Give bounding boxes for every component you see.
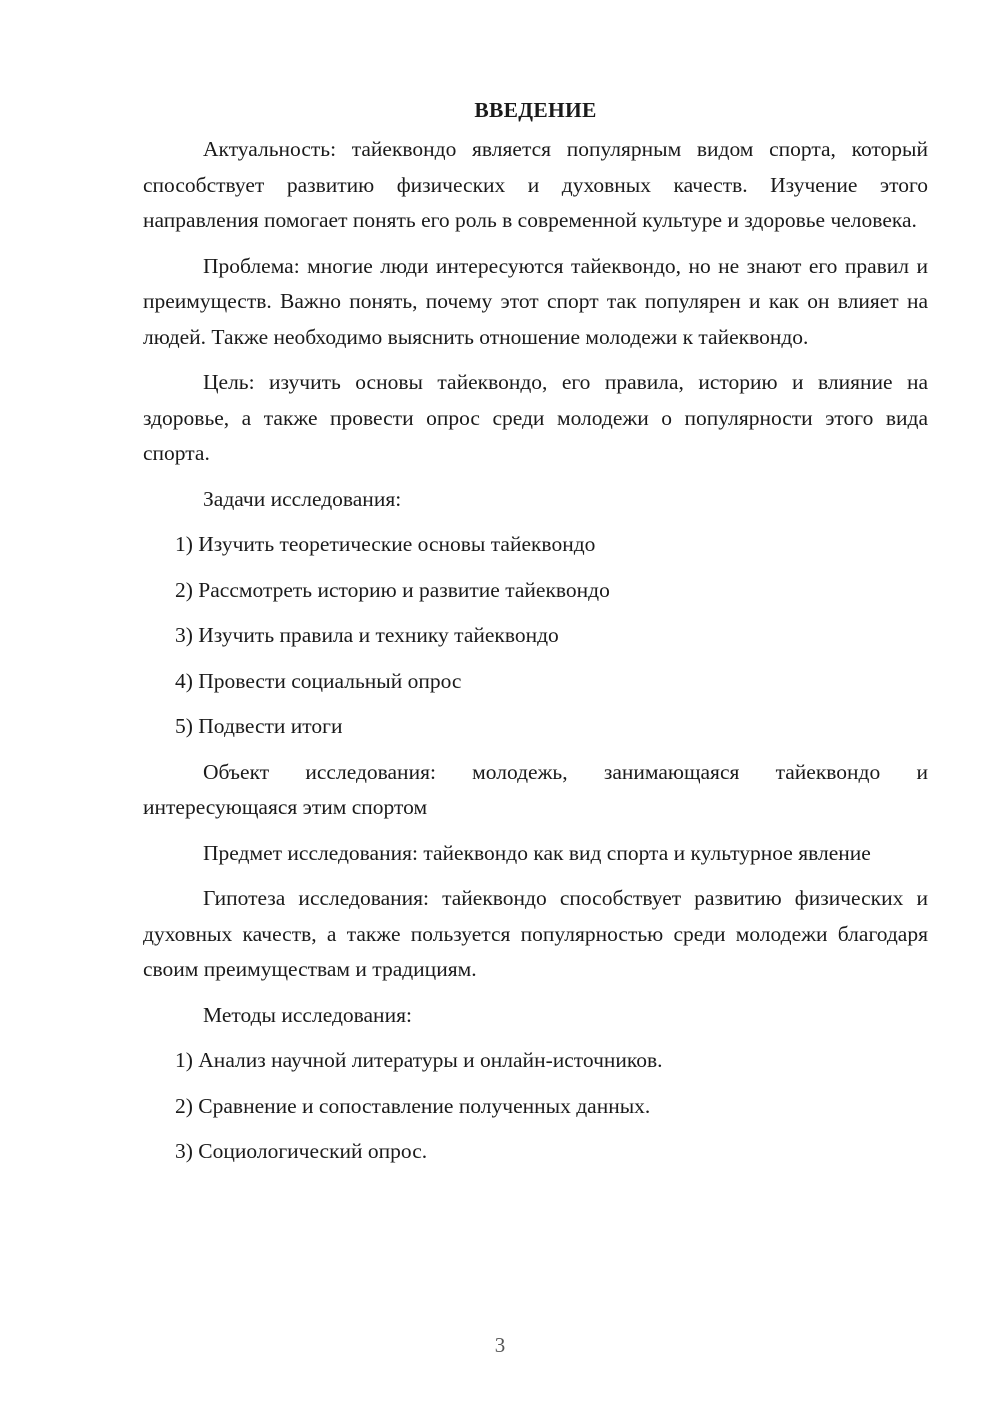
list-item: 3) Изучить правила и технику тайеквондо [175, 623, 559, 647]
list-item: 2) Рассмотреть историю и развитие тайеквондо [175, 577, 610, 602]
list-item: 3) Социологический опрос. [175, 1139, 428, 1163]
object-paragraph: Объект исследования: молодежь, занимающаяся тайеквондо и интересующаяся этим спортом [143, 759, 928, 819]
subject-paragraph: Предмет исследования: тайеквондо как вид спорта и культурное явление [203, 840, 871, 865]
tasks-list [143, 527, 928, 745]
list-item: 1) Изучить теоретические основы тайеквондо [175, 532, 596, 556]
hypothesis-paragraph: Гипотеза исследования: тайеквондо способствует развитию физических и духовных качеств, а также пользуется популярностью среди молодежи благодаря своим преимуществам и традициям. [143, 886, 928, 981]
methods-list [143, 1043, 928, 1170]
problem-paragraph: Проблема: многие люди интересуются тайеквондо, но не знают его правил и преимуществ. Важно понять, почему этот спорт так популярен и как он влияет на людей. Также необходимо выяснить отношение молодежи к тайеквондо. [143, 253, 928, 349]
page-number: 3 [494, 1333, 506, 1357]
tasks-title: Задачи исследования: [203, 486, 402, 511]
page-title: ВВЕДЕНИЕ [474, 98, 597, 122]
list-item: 5) Подвести итоги [175, 714, 343, 738]
list-item: 2) Сравнение и сопоставление полученных данных. [175, 1093, 651, 1118]
relevance-paragraph: Актуальность: тайеквондо является популярным видом спорта, который способствует развитию физических и духовных качеств. Изучение этого направления помогает понять его роль в современной культуре и здоровье человека. [143, 137, 928, 232]
goal-paragraph: Цель: изучить основы тайеквондо, его правила, историю и влияние на здоровье, а также провести опрос среди молодежи о популярности этого вида спорта. [143, 370, 928, 465]
list-item: 1) Анализ научной литературы и онлайн-источников. [175, 1048, 663, 1072]
methods-title: Методы исследования: [203, 1002, 412, 1027]
document-page [143, 92, 928, 1180]
list-item: 4) Провести социальный опрос [175, 668, 462, 693]
